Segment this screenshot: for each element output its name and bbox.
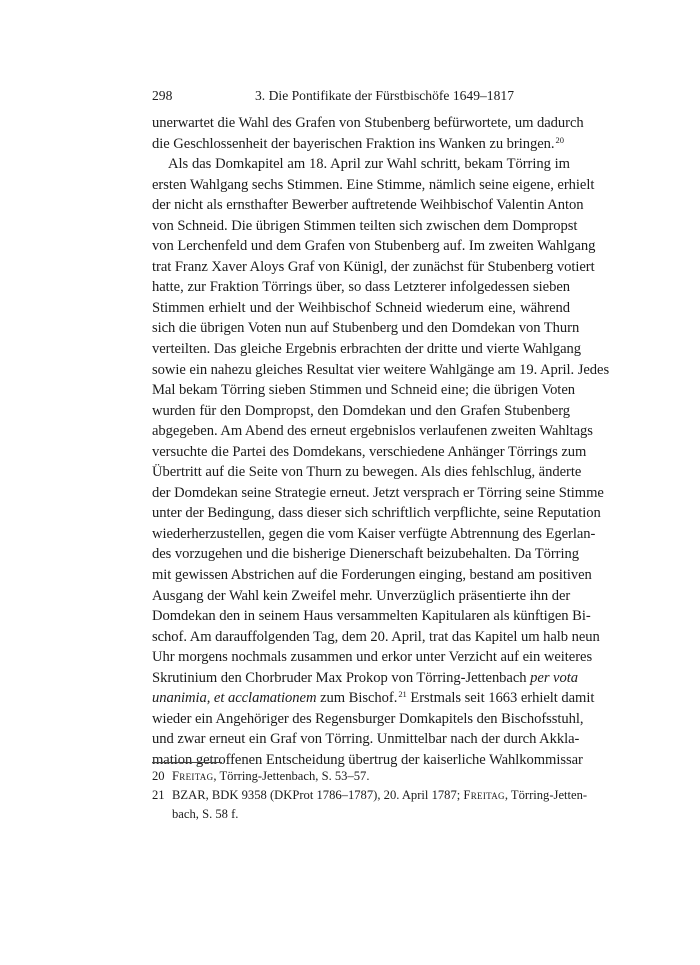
text-line: Uhr morgens nochmals zusammen und erkor unter Verzicht auf ein weiteres xyxy=(152,649,593,666)
text-line: wiederherzustellen, gegen die vom Kaiser verfügte Abtrennung des Egerlan- xyxy=(152,525,596,542)
page-number: 298 xyxy=(152,88,173,103)
text-line: der Domdekan seine Strategie erneut. Jetzt versprach er Törring seine Stimme xyxy=(152,484,604,501)
latin-phrase: unanimia, et acclamationem xyxy=(152,690,317,707)
footnote-line: BZAR, BDK 9358 (DKProt 1786–1787), 20. April 1787; Freitag, Törring-Jetten- xyxy=(172,788,588,802)
footnote-ref: 21 xyxy=(398,689,407,700)
text-line: des vorzugehen und die bisherige Dienerschaft beizubehalten. Da Törring xyxy=(152,546,579,563)
footnote xyxy=(152,767,570,786)
text-line: Übertritt auf die Seite von Thurn zu bewegen. Als dies fehlschlug, änderte xyxy=(152,464,582,481)
text-line: mation getroffenen Entscheidung übertrug der kaiserliche Wahlkommissar xyxy=(152,751,583,768)
body-text xyxy=(152,113,610,771)
footnote-ref: 20 xyxy=(555,134,564,145)
text-line: Skrutinium den Chorbruder Max Prokop von Törring-Jettenbach per vota xyxy=(152,669,578,686)
running-title: 3. Die Pontifikate der Fürstbischöfe 1649–1817 xyxy=(255,88,514,103)
text-line: die Geschlossenheit der bayerischen Fraktion ins Wanken zu bringen.$^{20}$ xyxy=(152,134,564,152)
text-line: versuchte die Partei des Domdekans, verschiedene Anhänger Törrings zum xyxy=(152,443,587,460)
footnote-line: Freitag, Törring-Jettenbach, S. 53–57. xyxy=(172,769,370,783)
text-line: mit gewissen Abstrichen auf die Forderungen einging, bestand am positiven xyxy=(152,567,592,584)
text-line: Als das Domkapitel am 18. April zur Wahl schritt, bekam Törring im xyxy=(168,156,570,173)
footnote xyxy=(152,786,588,824)
text-line: verteilten. Das gleiche Ergebnis erbrachten der dritte und vierte Wahlgang xyxy=(152,341,581,358)
text-line: wieder ein Angehöriger des Regensburger Domkapitels den Bischofsstuhl, xyxy=(152,710,584,727)
text-line: trat Franz Xaver Aloys Graf von Künigl, der zunächst für Stubenberg votiert xyxy=(152,258,595,275)
text-line: sowie ein nahezu gleiches Resultat vier weitere Wahlgänge am 19. April. Jedes xyxy=(152,361,610,378)
author-name: Freitag xyxy=(172,769,214,783)
text-line: der nicht als ernsthafter Bewerber auftretende Weihbischof Valentin Anton xyxy=(152,197,584,214)
text-line: Mal bekam Törring sieben Stimmen und Schneid eine; die übrigen Voten xyxy=(152,382,575,399)
text-line: Stimmen erhielt und der Weihbischof Schneid wiederum eine, während xyxy=(152,299,570,316)
text-line: hatte, zur Fraktion Törrings über, so dass Letzterer infolgedessen sieben xyxy=(152,279,570,296)
text-line: von Schneid. Die übrigen Stimmen teilten sich zwischen dem Dompropst xyxy=(152,217,578,234)
running-header xyxy=(152,86,570,106)
text-line: Domdekan den in seinem Haus versammelten Kapitularen als künftigen Bi- xyxy=(152,608,591,625)
text-line: schof. Am darauffolgenden Tag, dem 20. April, trat das Kapitel um halb neun xyxy=(152,628,600,645)
text-line: und zwar erneut ein Graf von Törring. Unmittelbar nach der durch Akkla- xyxy=(152,731,580,748)
latin-phrase: per vota xyxy=(530,669,578,686)
text-line: abgegeben. Am Abend des erneut ergebnislos verlaufenen zweiten Wahltags xyxy=(152,423,593,440)
text-line: sich die übrigen Voten nun auf Stubenberg und den Domdekan von Thurn xyxy=(152,320,580,337)
text-line: Ausgang der Wahl kein Zweifel mehr. Unverzüglich präsentierte ihn der xyxy=(152,587,571,604)
author-name: Freitag xyxy=(463,788,505,802)
footnote-separator xyxy=(152,762,222,763)
text-line: unanimia, et acclamationem zum Bischof.$^{21}$ Erstmals seit 1663 erhielt damit xyxy=(152,689,595,707)
text-line: von Lerchenfeld und dem Grafen von Stubenberg auf. Im zweiten Wahlgang xyxy=(152,238,596,255)
footnote-line: bach, S. 58 f. xyxy=(172,807,239,821)
footnote-number: 21 xyxy=(152,788,165,802)
text-line: unerwartet die Wahl des Grafen von Stubenberg befürwortete, um dadurch xyxy=(152,115,584,131)
text-line: unter der Bedingung, dass dieser sich schriftlich verpflichte, seine Reputation xyxy=(152,505,601,522)
footnote-number: 20 xyxy=(152,769,165,783)
footnotes xyxy=(152,767,588,824)
text-line: ersten Wahlgang sechs Stimmen. Eine Stimme, nämlich seine eigene, erhielt xyxy=(152,176,595,193)
text-line: wurden für den Dompropst, den Domdekan und den Grafen Stubenberg xyxy=(152,402,570,419)
